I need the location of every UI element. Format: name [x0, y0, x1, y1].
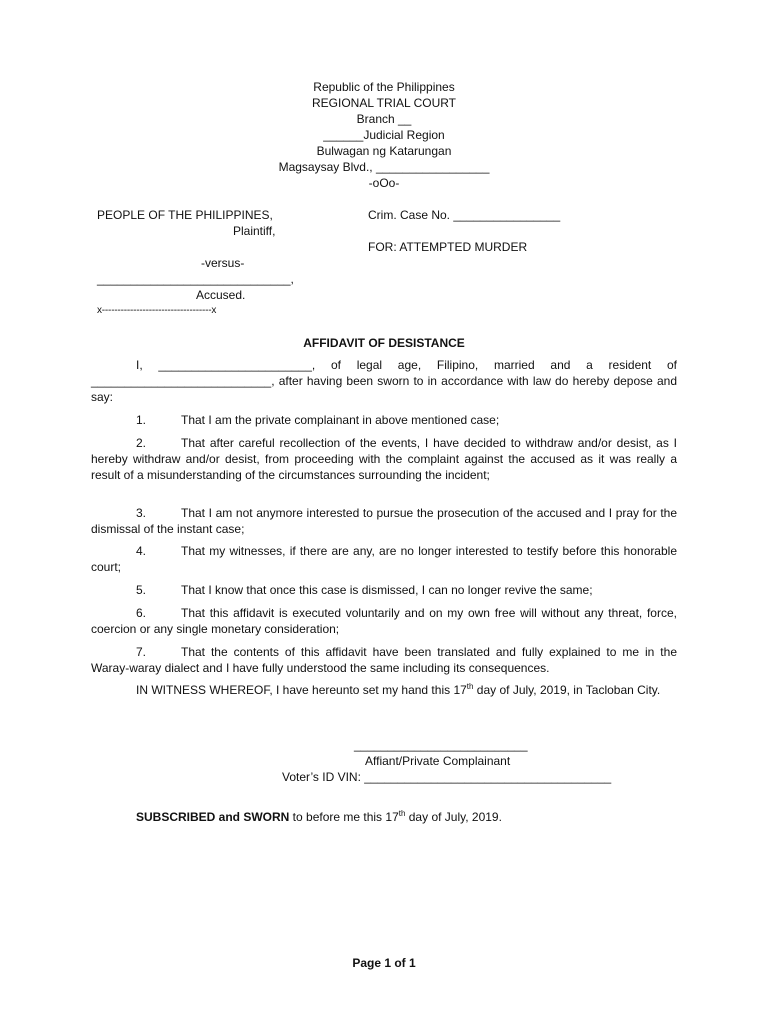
jurat — [136, 809, 502, 825]
item-number: 5. — [136, 583, 147, 597]
intro-paragraph — [91, 357, 677, 405]
page-number: Page 1 of 1 — [352, 956, 416, 970]
signature-line: __________________________ — [354, 738, 528, 752]
intro-text: I, _______________________, of legal age, Filipino, married and a resident of ___________________________, after having been sworn to in accordance with law do hereby depose and say: — [91, 358, 677, 404]
document-title: AFFIDAVIT OF DESISTANCE — [303, 336, 465, 350]
item-number: 7. — [136, 645, 147, 659]
item-text: That I am the private complainant in above mentioned case; — [181, 413, 500, 427]
header-region: ______Judicial Region — [323, 128, 445, 142]
item-number: 3. — [136, 506, 147, 520]
accused-blank: _____________________________, — [97, 272, 294, 286]
jurat-bold: SUBSCRIBED and SWORN — [136, 810, 290, 824]
item-text: That the contents of this affidavit have been translated and fully explained to me in the Waray-waray dialect and I have fully understood the same including its consequences. — [91, 645, 677, 675]
item-text: That this affidavit is executed voluntarily and on my own free will without any threat, force, coercion or any single monetary consideration; — [91, 606, 677, 636]
header-court: REGIONAL TRIAL COURT — [311, 96, 457, 110]
list-item — [91, 644, 677, 676]
accused-label: Accused. — [196, 288, 246, 302]
signature-label: Affiant/Private Complainant — [365, 754, 511, 768]
jurat-ordinal: th — [398, 809, 406, 818]
item-text: That my witnesses, if there are any, are no longer interested to testify before this honorable court; — [91, 544, 677, 574]
item-number: 6. — [136, 606, 147, 620]
item-number: 2. — [136, 436, 147, 450]
item-number: 1. — [136, 413, 147, 427]
witness-ordinal: th — [466, 682, 474, 691]
list-item — [91, 505, 677, 537]
jurat-text-start: to before me this 17 — [289, 810, 399, 824]
plaintiff-label: Plaintiff, — [233, 224, 276, 238]
versus-label: -versus- — [201, 256, 245, 270]
item-text: That after careful recollection of the events, I have decided to withdraw and/or desist, as I hereby withdraw and/or desist, from proceeding with the complaint against the accused as it was really a result of a misunderstanding of the circumstances surrounding the incident; — [91, 436, 677, 482]
jurat-text-end: day of July, 2019. — [405, 810, 502, 824]
case-number: Crim. Case No. ________________ — [368, 208, 561, 222]
list-item — [91, 543, 677, 575]
charge-label: FOR: ATTEMPTED MURDER — [368, 240, 528, 254]
witness-text-end: day of July, 2019, in Tacloban City. — [473, 683, 661, 697]
item-text: That I am not anymore interested to pursue the prosecution of the accused and I pray for the dismissal of the instant case; — [91, 506, 677, 536]
witness-paragraph — [91, 682, 677, 698]
item-number: 4. — [136, 544, 147, 558]
witness-text-start: IN WITNESS WHEREOF, I have hereunto set my hand this 17 — [136, 683, 467, 697]
item-text: That I know that once this case is dismissed, I can no longer revive the same; — [181, 583, 593, 597]
list-item — [91, 412, 677, 428]
plaintiff-name: PEOPLE OF THE PHILIPPINES, — [97, 208, 273, 222]
header-branch: Branch __ — [356, 112, 412, 126]
header-republic: Republic of the Philippines — [313, 80, 455, 94]
caption-divider: x-----------------------------------x — [97, 305, 217, 316]
header-hall: Bulwagan ng Katarungan — [316, 144, 452, 158]
header-address: Magsaysay Blvd., _________________ — [278, 160, 490, 174]
list-item — [91, 582, 677, 598]
list-item — [91, 605, 677, 637]
voter-id-field: Voter’s ID VIN: _____________________________________ — [282, 770, 612, 784]
list-item — [91, 435, 677, 483]
header-separator: -oOo- — [368, 176, 400, 190]
